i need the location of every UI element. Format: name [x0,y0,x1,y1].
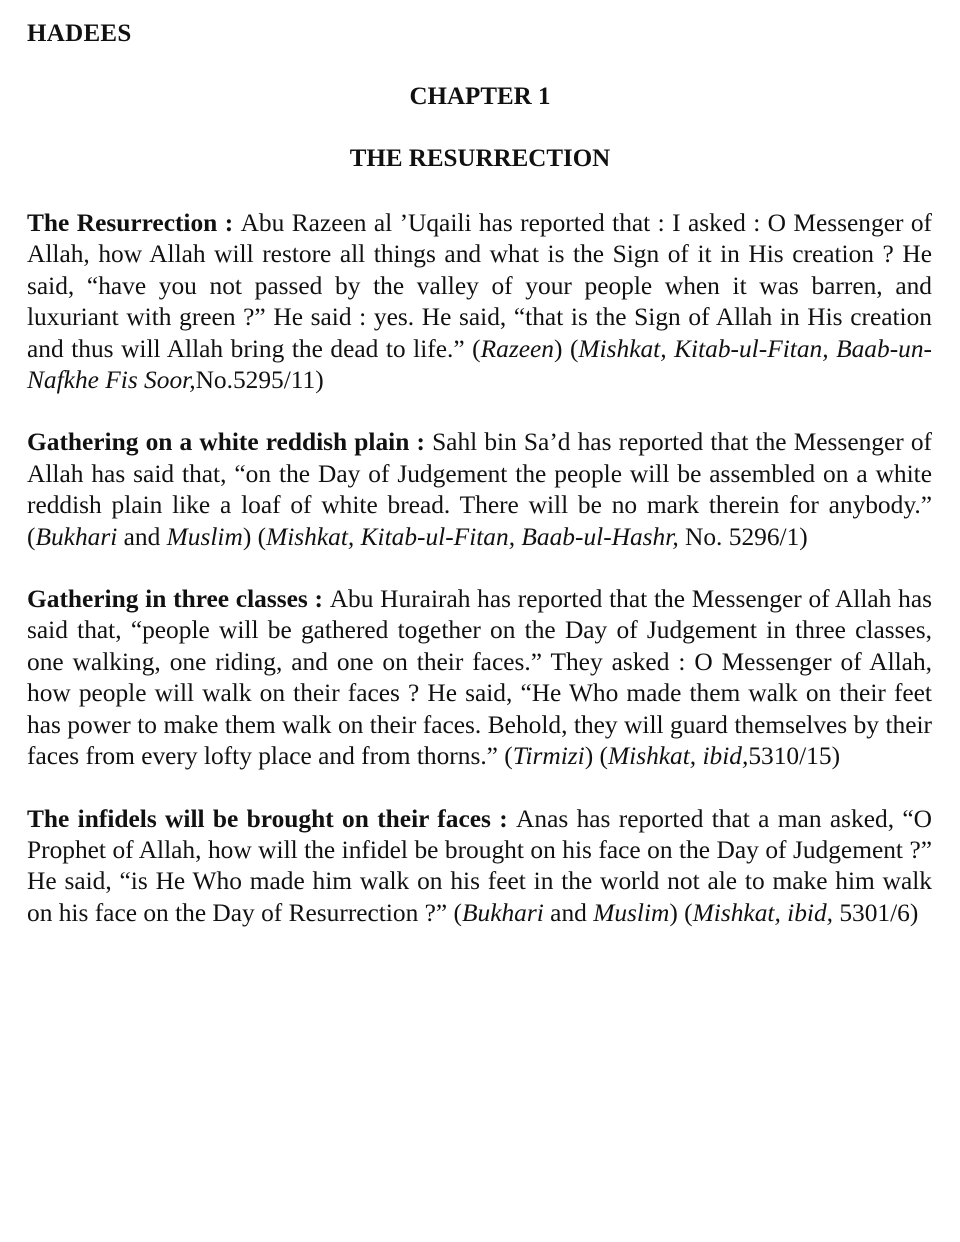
chapter-number: CHAPTER 1 [409,83,551,110]
paragraph-heading: Gathering on a white reddish plain : [27,428,433,457]
reference-number: No.5295/11) [195,366,324,395]
paragraph-heading: Gathering in three classes : [27,585,330,614]
source-reference: Mishkat, Kitab-ul-Fitan, Baab-ul-Hashr, [266,522,679,551]
separator: ) ( [553,334,579,363]
running-head: HADEES [27,20,132,47]
hadith-paragraph-resurrection [27,208,932,396]
narrator: Bukhari [462,898,544,927]
narrator: Tirmizi [512,742,585,771]
paragraph-heading: The Resurrection : [27,209,241,237]
document-body [27,208,932,960]
paragraph-text: Abu Hurairah has reported that the Messenger of Allah has said that, “people will be gathered together on the Day of Judgement in three classes, one walking, one riding, and one on their faces.” They asked : O Messenger of Allah, how people will walk on their faces ? He said, “He Who made them walk on their feet has power to make them walk on their faces. Behold, they will guard themselves by their faces from every lofty place and from thorns.” ( [27,585,932,771]
reference-number: 5310/15) [748,742,841,771]
hadith-paragraph-three-classes [27,584,932,772]
conjunction: and [543,898,594,927]
separator: ) ( [669,898,693,927]
paragraph-text: Abu Razeen al ’Uqaili has reported that : I asked : O Messenger of Allah, how Allah will restore all things and what is the Sign of it in His creation ? He said, “have you not passed by the valley of your people when it was barren, and luxuriant with green ?” He said : yes. He said, “that is the Sign of Allah in His creation and thus will Allah bring the dead to life.” ( [27,209,932,363]
paragraph-text: Anas has reported that a man asked, “O Prophet of Allah, how will the infidel be brought on his face on the Day of Judgement ?” He said, “is He Who made him walk on his feet in the world not ale to make him walk on his face on the Day of Resurrection ?” ( [27,804,933,927]
narrator-2: Muslim [166,522,243,551]
reference-number: No. 5296/1) [678,522,808,551]
separator: ) ( [584,742,608,771]
source-reference: Mishkat, ibid, [692,898,833,927]
paragraph-heading: The infidels will be brought on their faces : [27,804,517,833]
narrator-2: Muslim [593,898,670,927]
reference-number: 5301/6) [832,898,919,927]
narrator: Razeen [480,334,554,363]
conjunction: and [117,522,167,551]
chapter-title: THE RESURRECTION [349,145,611,172]
paragraph-text: Sahl bin Sa’d has reported that the Messenger of Allah has said that, “on the Day of Judgement the people will be assembled on a white reddish plain like a loaf of white bread. There will be no mark therein for anybody.” ( [27,428,932,551]
narrator: Bukhari [35,522,118,551]
source-reference: Mishkat, ibid, [608,742,749,771]
source-reference: Mishkat, Kitab-ul-Fitan, Baab-un-Nafkhe Fis Soor, [27,334,932,395]
separator: ) ( [242,522,267,551]
hadith-paragraph-white-plain [27,427,932,553]
hadith-paragraph-infidels [27,804,932,930]
